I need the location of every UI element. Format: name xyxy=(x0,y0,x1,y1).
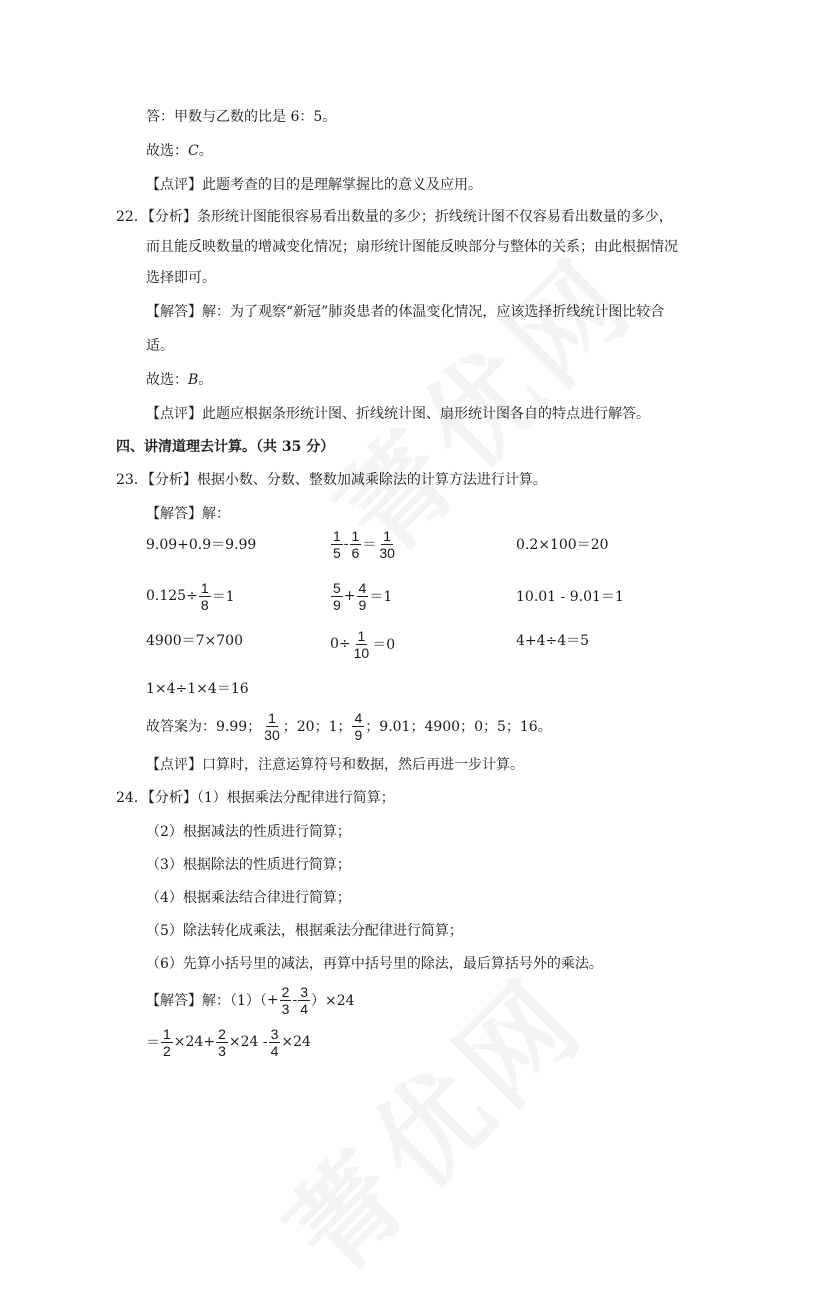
q23-comment: 【点评】口算时，注意运算符号和数据，然后再进一步计算。 xyxy=(146,757,524,773)
q23-r1-c1: 9.09+0.9＝9.99 xyxy=(146,537,257,553)
fraction: $\frac{1}{30}$ xyxy=(379,527,395,561)
q22-solution: 【解答】解：为了观察“新冠”肺炎患者的体温变化情况，应该选择折线统计图比较合 xyxy=(146,304,665,320)
fraction: $\frac{2}{3}$ xyxy=(281,983,290,1017)
q22-choice: 故选：B。 xyxy=(146,372,213,388)
fraction: $\frac{4}{9}$ xyxy=(358,579,367,613)
q24-analysis: 24．【分析】（1）根据乘法分配律进行简算； xyxy=(116,790,395,806)
fraction: $\frac{2}{3}$ xyxy=(218,1025,226,1059)
q23-r3-c3: 4+4÷4＝5 xyxy=(516,633,590,649)
q22-comment: 【点评】此题应根据条形统计图、折线统计图、扇形统计图各自的特点进行解答。 xyxy=(146,406,650,422)
fraction: $\frac{3}{4}$ xyxy=(300,983,308,1017)
q21-choice: 故选：C。 xyxy=(146,143,213,159)
q24-step: （6）先算小括号里的减法，再算中括号里的除法，最后算括号外的乘法。 xyxy=(146,956,603,972)
section-title: 四、讲清道理去计算。（共 35 分） xyxy=(116,439,335,455)
fraction: $\frac{1}{8}$ xyxy=(200,579,209,613)
q24-step: （3）根据除法的性质进行简算； xyxy=(146,857,351,873)
fraction: $\frac{1}{2}$ xyxy=(163,1025,171,1059)
q23-r2-c2: $\frac{5}{9}$ + $\frac{4}{9}$ ＝1 xyxy=(333,579,393,613)
q23-answers: 故答案为：9.99； $\frac{1}{30}$ ；20；1； $\frac{4}{9}$ ；9.01；4900；0；5；16。 xyxy=(146,709,552,743)
q23-r1-c2: $\frac{1}{5}$ - $\frac{1}{6}$ ＝ $\frac{1}{30}$ xyxy=(333,527,395,561)
q23-analysis: 23．【分析】根据小数、分数、整数加减乘除法的计算方法进行计算。 xyxy=(116,472,547,488)
q21-comment: 【点评】此题考查的目的是理解掌握比的意义及应用。 xyxy=(146,177,482,193)
q22-analysis-cont: 而且能反映数量的增减变化情况；扇形统计图能反映部分与整体的关系；由此根据情况 xyxy=(146,239,678,255)
q23-r3-c2: 0÷ $\frac{1}{10}$ ＝0 xyxy=(330,627,396,661)
q24-step: （4）根据乘法结合律进行简算； xyxy=(146,890,351,906)
fraction: $\frac{1}{10}$ xyxy=(353,627,370,661)
q23-r3-c1: 4900＝7×700 xyxy=(146,633,243,649)
q22-analysis-cont: 选择即可。 xyxy=(146,270,216,286)
fraction: $\frac{4}{9}$ xyxy=(354,709,363,743)
q22-analysis: 22．【分析】条形统计图能很容易看出数量的多少；折线统计图不仅容易看出数量的多少， xyxy=(116,209,673,225)
q22-solution-cont: 适。 xyxy=(146,338,174,354)
fraction: $\frac{1}{5}$ xyxy=(333,527,341,561)
q23-solution-label: 【解答】解： xyxy=(146,506,230,522)
q24-step: （5）除法转化成乘法，根据乘法分配律进行简算； xyxy=(146,923,463,939)
fraction: $\frac{1}{6}$ xyxy=(351,527,360,561)
fraction: $\frac{5}{9}$ xyxy=(333,579,341,613)
q23-r2-c1: 0.125÷ $\frac{1}{8}$ ＝1 xyxy=(146,579,235,613)
q24-solution-2: ＝ $\frac{1}{2}$ ×24+ $\frac{2}{3}$ ×24 - $\frac{3}{4}$ ×24 xyxy=(146,1025,311,1059)
q23-r4-c1: 1×4÷1×4＝16 xyxy=(146,681,249,697)
q23-r1-c3: 0.2×100＝20 xyxy=(516,537,609,553)
q24-step: （2）根据减法的性质进行简算； xyxy=(146,824,351,840)
q21-answer-line: 答：甲数与乙数的比是 6：5。 xyxy=(146,109,337,125)
fraction: $\frac{3}{4}$ xyxy=(270,1025,279,1059)
q24-solution-1: 【解答】解：（1）（ + $\frac{2}{3}$ - $\frac{3}{4}$ ）×24 xyxy=(146,983,355,1017)
fraction: $\frac{1}{30}$ xyxy=(264,709,280,743)
q23-r2-c3: 10.01 - 9.01＝1 xyxy=(516,589,624,605)
